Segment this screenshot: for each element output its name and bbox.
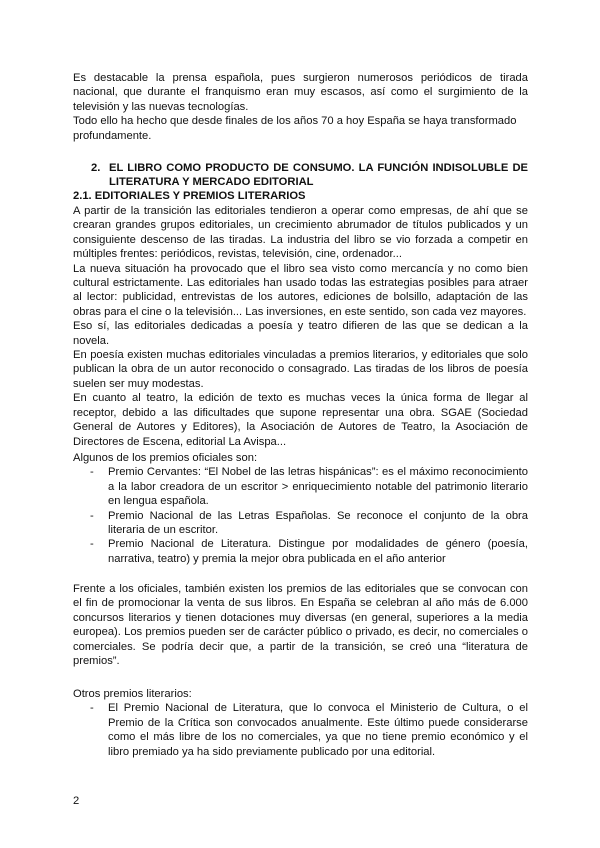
list-item xyxy=(73,537,528,566)
section-number: 2. xyxy=(91,162,101,174)
body-paragraph-1: A partir de la transición las editoriales tendieron a operar como empresas, de ahí que se crearan grandes grupos editoriales, un crecimiento abrumador de títulos publicados y un consiguiente descenso de las tiradas. La industria del libro se vio forzada a competir en múltiples frentes: periódicos, revistas, televisión, cine, ordenador... xyxy=(73,205,528,261)
body-section xyxy=(73,204,528,449)
publisher-prizes-paragraph: Frente a los oficiales, también existen los premios de las editoriales que se convocan con el fin de promocionar la venta de sus libros. En España se celebran al año más de 6.000 concursos literarios y tienen dotaciones muy diversas (en general, superiores a la media europea). Los premios pueden ser de carácter público o privado, es decir, no comerciales o comerciales. Se podría decir que, a partir de la transición, se creó una “literatura de premios”. xyxy=(73,583,528,668)
other-prizes-section xyxy=(73,687,528,759)
section-title: EL LIBRO COMO PRODUCTO DE CONSUMO. LA FUNCIÓN INDISOLUBLE DE LITERATURA Y MERCADO EDITORIAL xyxy=(109,162,528,189)
section-heading xyxy=(91,161,528,190)
official-prizes-intro: Algunos de los premios oficiales son: xyxy=(73,452,258,464)
body-paragraph-4: En poesía existen muchas editoriales vinculadas a premios literarios, y editoriales que solo publican la obra de un autor reconocido o consagrado. Las tiradas de los libros de poesía suelen ser muy modestas. xyxy=(73,349,528,390)
dash-bullet: - xyxy=(90,466,94,479)
body-paragraph-2: La nueva situación ha provocado que el libro sea visto como mercancía y no como bien cultural estrictamente. Las editoriales han usado todas las estrategias posibles para atraer al lector: publicidad, entrevistas de los autores, ediciones de bolsillo, adaptación de las obras para el cine o la televisión... Las inversiones, en este sentido, son cada vez mayores. xyxy=(73,262,528,318)
list-item-text: Premio Nacional de Literatura. Distingue por modalidades de género (poesía, narrativa, teatro) y premia la mejor obra publicada en el año anterior xyxy=(108,538,528,565)
dash-bullet: - xyxy=(90,702,94,715)
dash-bullet: - xyxy=(90,538,94,551)
subsection-heading: 2.1. EDITORIALES Y PREMIOS LITERARIOS xyxy=(73,190,306,202)
official-prizes-list xyxy=(73,465,528,566)
list-item xyxy=(73,701,528,759)
list-item-text: El Premio Nacional de Literatura, que lo convoca el Ministerio de Cultura, o el Premio de la Crítica son convocados anualmente. Este último puede considerarse como el más libre de los no comerciales, ya que no tiene premio económico y el libro premiado ya ha sido previamente publicado por una editorial. xyxy=(108,702,528,758)
list-item-text: Premio Nacional de las Letras Españolas. Se reconoce el conjunto de la obra literaria de un escritor. xyxy=(108,509,528,537)
body-paragraph-5: En cuanto al teatro, la edición de texto es muchas veces la única forma de llegar al receptor, debido a las dificultades que supone representar una obra. SGAE (Sociedad General de Autores y Editores), la Asociación de Autores de Teatro, la Asociación de Directores de Escena, editorial La Avispa... xyxy=(73,392,528,448)
intro-paragraph-1: Es destacable la prensa española, pues surgieron numerosos periódicos de tirada nacional, que durante el franquismo eran muy escasos, así como el surgimiento de la televisión y las nuevas tecnologías. xyxy=(73,72,528,113)
list-item-text: Premio Cervantes: “El Nobel de las letras hispánicas”: es el máximo reconocimiento a la labor creadora de un escritor > enriquecimiento notable del patrimonio literario en lengua española. xyxy=(108,466,528,508)
publisher-prizes-section xyxy=(73,582,528,668)
list-item xyxy=(73,509,528,538)
intro-section xyxy=(73,71,528,143)
other-prizes-list xyxy=(73,701,528,759)
list-item xyxy=(73,465,528,508)
body-paragraph-3: Eso sí, las editoriales dedicadas a poesía y teatro difieren de las que se dedican a la novela. xyxy=(73,320,528,347)
other-prizes-intro: Otros premios literarios: xyxy=(73,688,192,700)
intro-paragraph-2: Todo ello ha hecho que desde finales de los años 70 a hoy España se haya transformado profundamente. xyxy=(73,115,517,142)
dash-bullet: - xyxy=(90,509,94,522)
official-prizes-section xyxy=(73,451,528,566)
page-number: 2 xyxy=(73,795,80,807)
